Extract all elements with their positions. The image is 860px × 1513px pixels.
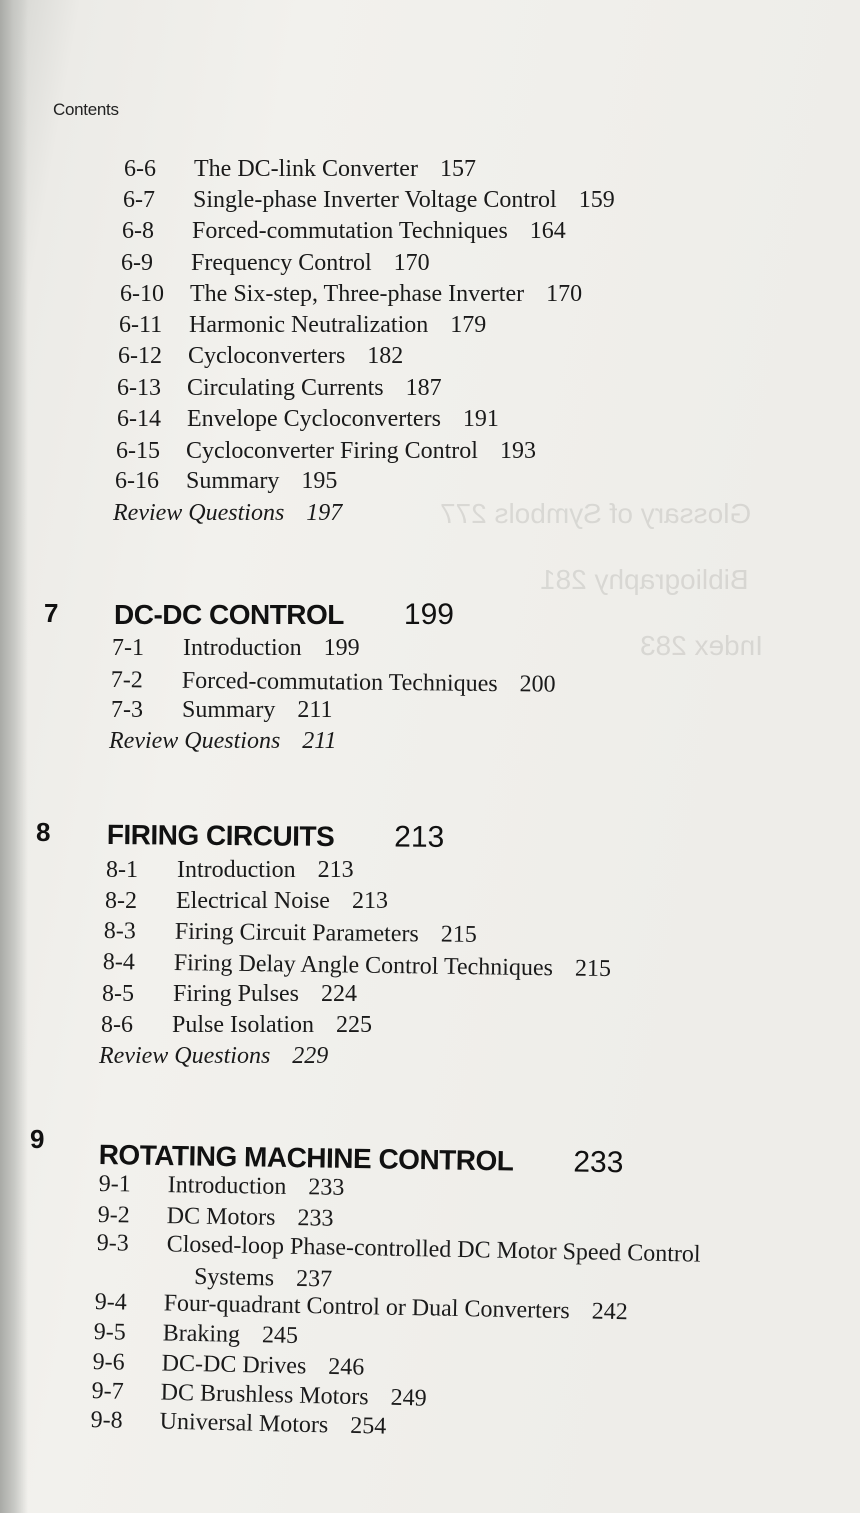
section-title: Cycloconverters bbox=[188, 343, 346, 369]
section-page: 245 bbox=[261, 1322, 299, 1349]
section-number: 9-6 bbox=[92, 1348, 125, 1376]
toc-entry[interactable] bbox=[116, 437, 816, 465]
section-page: 211 bbox=[297, 697, 333, 723]
toc-entry[interactable] bbox=[112, 634, 812, 662]
toc-entry[interactable] bbox=[117, 405, 817, 433]
section-title: Summary bbox=[182, 697, 276, 723]
section-title: Envelope Cycloconverters bbox=[187, 406, 441, 432]
toc-entry[interactable] bbox=[117, 374, 817, 402]
section-number: 6-10 bbox=[120, 281, 164, 307]
section-page: 237 bbox=[295, 1265, 333, 1293]
section-number: 6-11 bbox=[119, 312, 163, 338]
section-title: The Six-step, Three-phase Inverter bbox=[190, 281, 525, 307]
review-label: Review Questions bbox=[113, 500, 285, 526]
toc-entry[interactable] bbox=[102, 980, 802, 1008]
section-page: 246 bbox=[328, 1353, 365, 1381]
section-number: 9-4 bbox=[94, 1288, 127, 1316]
toc-entry[interactable] bbox=[106, 856, 806, 884]
section-title: Firing Delay Angle Control Techniques bbox=[173, 949, 554, 982]
toc-entry[interactable] bbox=[118, 342, 818, 370]
chapter-page: 199 bbox=[403, 598, 454, 631]
section-page: 170 bbox=[393, 250, 430, 276]
toc-entry[interactable] bbox=[122, 217, 822, 245]
section-number: 6-12 bbox=[118, 343, 162, 369]
running-header: Contents bbox=[53, 100, 119, 119]
section-title: Cycloconverter Firing Control bbox=[186, 438, 478, 464]
bleed-through-line: Glossary of Symbols 277 bbox=[440, 498, 752, 529]
section-title: Single-phase Inverter Voltage Control bbox=[193, 187, 557, 213]
page-gutter-shadow bbox=[0, 0, 28, 1513]
toc-entry[interactable] bbox=[124, 155, 824, 183]
section-page: 215 bbox=[440, 921, 477, 948]
section-title: Harmonic Neutralization bbox=[189, 312, 429, 338]
review-questions-entry[interactable] bbox=[109, 727, 337, 755]
review-questions-entry[interactable] bbox=[99, 1042, 328, 1070]
section-number: 9-8 bbox=[90, 1406, 123, 1434]
toc-entry[interactable] bbox=[121, 249, 821, 277]
section-page: 213 bbox=[351, 888, 388, 914]
section-title: Electrical Noise bbox=[176, 888, 330, 914]
section-title: Firing Pulses bbox=[173, 981, 300, 1007]
section-title: DC-DC Drives bbox=[161, 1350, 307, 1380]
section-number: 6-13 bbox=[117, 375, 161, 401]
section-title: Frequency Control bbox=[191, 250, 372, 276]
section-page: 200 bbox=[519, 671, 556, 698]
bleed-through-line: Index 283 bbox=[640, 630, 763, 661]
section-number: 9-1 bbox=[98, 1170, 131, 1198]
section-number: 6-6 bbox=[124, 156, 156, 182]
review-page: 197 bbox=[306, 500, 343, 526]
section-title: DC Motors bbox=[166, 1203, 276, 1231]
section-number: 9-2 bbox=[97, 1201, 130, 1229]
section-number: 6-8 bbox=[122, 218, 154, 244]
toc-entry[interactable] bbox=[115, 467, 815, 495]
toc-entry[interactable] bbox=[105, 887, 805, 915]
toc-entry[interactable] bbox=[101, 1011, 801, 1039]
chapter-heading[interactable] bbox=[107, 818, 445, 855]
section-page: 159 bbox=[578, 187, 615, 213]
review-label: Review Questions bbox=[99, 1043, 271, 1069]
review-label: Review Questions bbox=[109, 728, 281, 754]
section-page: 213 bbox=[317, 857, 354, 883]
toc-entry[interactable] bbox=[104, 917, 804, 952]
section-number: 9-7 bbox=[91, 1377, 124, 1405]
section-number: 8-6 bbox=[101, 1012, 133, 1038]
section-title: Introduction bbox=[183, 635, 302, 661]
section-page: 224 bbox=[321, 981, 358, 1007]
section-title: Summary bbox=[186, 468, 280, 494]
section-number: 8-4 bbox=[102, 948, 135, 976]
toc-entry[interactable] bbox=[120, 280, 820, 308]
section-page: 179 bbox=[450, 312, 487, 338]
section-page: 191 bbox=[462, 406, 499, 432]
section-page: 170 bbox=[546, 281, 583, 307]
section-page: 164 bbox=[529, 218, 566, 244]
section-title: DC Brushless Motors bbox=[160, 1379, 369, 1411]
bleed-through-line: Bibliography 281 bbox=[540, 564, 749, 595]
section-page: 157 bbox=[439, 156, 476, 182]
section-page: 233 bbox=[308, 1174, 345, 1201]
section-number: 6-9 bbox=[121, 250, 153, 276]
section-page: 187 bbox=[405, 375, 442, 401]
section-number: 8-5 bbox=[102, 981, 134, 1007]
section-title: Introduction bbox=[167, 1172, 287, 1200]
section-title: Four-quadrant Control or Dual Converters bbox=[163, 1290, 571, 1325]
chapter-number: 7 bbox=[44, 598, 59, 628]
chapter-page: 233 bbox=[573, 1145, 624, 1180]
section-page: 199 bbox=[323, 635, 360, 661]
section-page: 249 bbox=[390, 1384, 427, 1412]
section-title: Firing Circuit Parameters bbox=[174, 918, 419, 948]
section-number: 9-3 bbox=[96, 1229, 129, 1257]
section-number: 8-2 bbox=[105, 888, 137, 914]
section-number: 8-1 bbox=[106, 857, 138, 883]
toc-entry[interactable] bbox=[111, 696, 811, 724]
section-number: 6-16 bbox=[115, 468, 159, 494]
section-title: Introduction bbox=[177, 857, 296, 883]
section-page: 233 bbox=[297, 1205, 334, 1232]
chapter-title: DC-DC CONTROL bbox=[114, 599, 344, 630]
section-title-continued: Systems bbox=[193, 1263, 275, 1292]
section-number: 6-15 bbox=[116, 438, 160, 464]
review-page: 229 bbox=[292, 1043, 329, 1069]
chapter-title: ROTATING MACHINE CONTROL bbox=[98, 1138, 514, 1177]
chapter-number: 8 bbox=[36, 817, 51, 847]
toc-entry[interactable] bbox=[123, 186, 823, 214]
chapter-title: FIRING CIRCUITS bbox=[106, 818, 335, 852]
review-questions-entry[interactable] bbox=[113, 499, 342, 527]
section-number: 7-3 bbox=[111, 697, 143, 723]
section-page: 195 bbox=[301, 468, 338, 494]
section-number: 7-1 bbox=[112, 635, 144, 661]
section-number: 6-14 bbox=[117, 406, 161, 432]
section-number: 6-7 bbox=[123, 187, 155, 213]
chapter-page: 213 bbox=[394, 820, 445, 854]
section-number: 7-2 bbox=[110, 666, 143, 694]
section-page: 225 bbox=[336, 1012, 372, 1038]
section-page: 215 bbox=[574, 955, 612, 983]
toc-entry[interactable] bbox=[119, 311, 819, 339]
section-number: 8-3 bbox=[103, 917, 136, 945]
section-title: Universal Motors bbox=[159, 1408, 329, 1439]
section-page: 193 bbox=[499, 438, 536, 464]
chapter-heading[interactable] bbox=[114, 598, 454, 632]
section-number: 9-5 bbox=[93, 1318, 126, 1346]
section-title: Pulse Isolation bbox=[172, 1012, 314, 1038]
section-title: Braking bbox=[162, 1320, 241, 1348]
chapter-number: 9 bbox=[30, 1124, 45, 1154]
section-title: Closed-loop Phase-controlled DC Motor Speed Control bbox=[166, 1231, 701, 1268]
section-page: 182 bbox=[367, 343, 404, 369]
section-page: 254 bbox=[349, 1412, 387, 1440]
review-page: 211 bbox=[302, 728, 337, 754]
section-title: Forced-commutation Techniques bbox=[192, 218, 508, 244]
section-title: The DC-link Converter bbox=[194, 156, 418, 182]
section-page: 242 bbox=[591, 1298, 628, 1326]
section-title: Forced-commutation Techniques bbox=[181, 667, 498, 698]
section-title: Circulating Currents bbox=[187, 375, 384, 401]
